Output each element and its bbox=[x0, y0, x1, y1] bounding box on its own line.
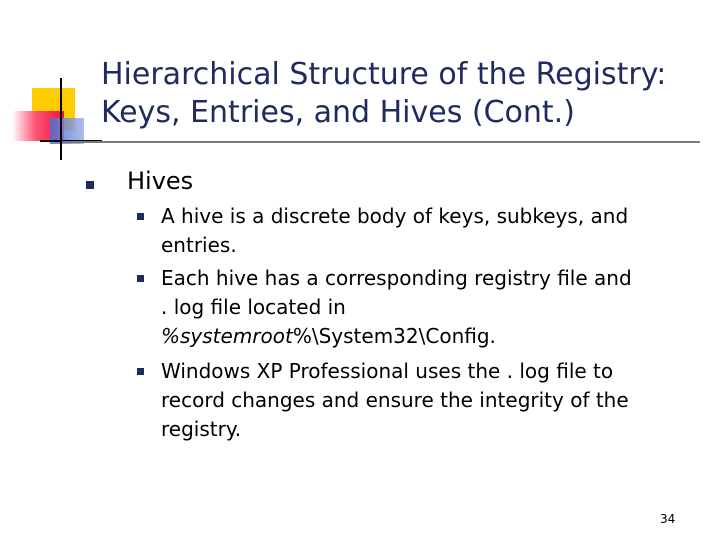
path-rest-part: %\System32\Config. bbox=[292, 324, 496, 348]
title-line-1: Hierarchical Structure of the Registry: bbox=[101, 57, 667, 92]
page-number: 34 bbox=[660, 512, 676, 526]
sub-bullet-2-line-1: Each hive has a corresponding registry file and bbox=[161, 266, 632, 290]
logo-vertical-line bbox=[60, 78, 62, 160]
bullet-square-icon bbox=[86, 181, 94, 189]
sub-bullet-2 bbox=[161, 264, 681, 351]
sub-bullet-3-line-1: Windows XP Professional uses the . log file to bbox=[161, 359, 614, 383]
sub-bullet-2-path bbox=[161, 322, 681, 351]
title-line-2: Keys, Entries, and Hives (Cont.) bbox=[101, 95, 575, 130]
sub-bullet-3-line-3: registry. bbox=[161, 417, 242, 441]
path-italic-part: %systemroot bbox=[161, 324, 293, 348]
sub-bullet-square-icon bbox=[137, 368, 144, 375]
sub-bullet-1-line-1: A hive is a discrete body of keys, subkeys, and bbox=[161, 204, 629, 228]
sub-bullet-square-icon bbox=[137, 213, 144, 220]
sub-bullet-3 bbox=[161, 357, 681, 444]
bullet-hives: Hives bbox=[127, 167, 194, 195]
sub-bullet-1 bbox=[161, 202, 681, 260]
sub-bullet-3-line-2: record changes and ensure the integrity of the bbox=[161, 388, 629, 412]
slide-title bbox=[101, 56, 711, 132]
title-underline bbox=[62, 141, 700, 143]
sub-bullet-square-icon bbox=[137, 275, 144, 282]
sub-bullet-2-line-2: . log file located in bbox=[161, 295, 346, 319]
sub-bullet-1-line-2: entries. bbox=[161, 233, 237, 257]
